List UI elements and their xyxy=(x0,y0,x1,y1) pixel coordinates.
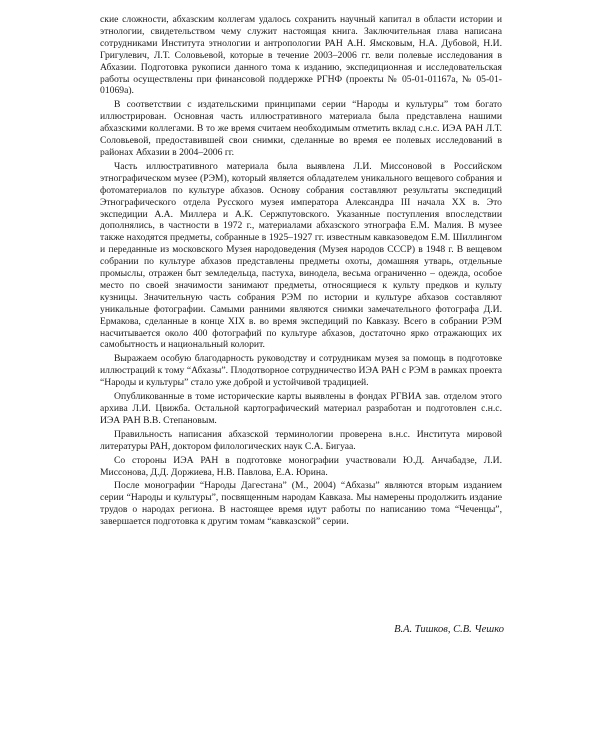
paragraph-gratitude: Выражаем особую благодарность руководству и сотрудникам музея за помощь в подготовке иллюстраций к тому “Абхазы”. Плодотворное сотрудничество ИЭА РАН с РЭМ в рамках проекта “Народы и культуры” стало уже доброй и устойчивой традицией. xyxy=(100,353,502,389)
paragraph-participants: Со стороны ИЭА РАН в подготовке монографии участвовали Ю.Д. Анчабадзе, Л.И. Миссонова, Д.Д. Доржиева, Н.В. Павлова, Е.А. Юрина. xyxy=(100,454,502,478)
paragraph-maps: Опубликованные в томе исторические карты выявлены в фондах РГВИА зав. отделом этого архива Л.И. Цвижба. Остальной картографический материал разработан и подготовлен с.н.с. ИЭА РАН В.В. Степановым. xyxy=(100,391,502,426)
paragraph-illustrations: В соответствии с издательскими принципами серии “Народы и культуры” том богато иллюстрирован. Основная часть иллюстративного материала была представлена нашими абхазскими коллегами. В то же время считаем необходимым отметить вклад с.н.с. ИЭА РАН Л.Т. Соловьевой, предоставившей свои снимки, сделанные во время ее полевых исследований в районах Абхазии в 2004–2006 гг. xyxy=(100,99,502,158)
body-text xyxy=(100,14,502,528)
paragraph-museum-collection: Часть иллюстративного материала была выявлена Л.И. Миссоновой в Российском этнографическом музее (РЭМ), который является обладателем уникального вещевого собрания и фотоматериалов по культуре абхазов. Основу собрания составляют результаты экспедиций Этнографического отдела Русского музея императора Александра III начала ХХ в. Это экспедиции А.А. Миллера и А.К. Сержпутовского. Указанные поступления впоследствии дополнялись, в частности в 1972 г., материалами абхазского этнографа Е.М. Малия. В музее также находятся предметы, собранные в 1925–1927 гг. известным кавказоведом Е.М. Шиллингом и переданные из московского Музея народоведения (Музея народов СССР) в 1948 г. В вещевом собрании по культуре абхазов представлены предметы охоты, домашняя утварь, отдельные промыслы, отражен быт земледельца, пастуха, винодела, весьма ограниченно – одежда, особое место по своей значимости занимают предметы, относящиеся к культу предков и культу кузницы. Значительную часть собрания РЭМ по истории и культуре абхазов составляют уникальные фотографии. Самыми ранними являются снимки замечательного фотографа Д.И. Ермакова, сделанные в конце XIX в. во время экспедиций по Кавказу. Всего в собрании РЭМ насчитывается около 400 фотографий по культуре абхазов, достаточно ярко отражающих их самобытность и национальный колорит. xyxy=(100,160,502,351)
paragraph-continuation: ские сложности, абхазским коллегам удалось сохранить научный капитал в области истории и этнологии, свидетельством чему служит настоящая книга. Заключительная глава написана сотрудниками Института этнологии и антропологии РАН А.Н. Ямсковым, Н.А. Дубовой, Н.И. Григулевич, Л.Т. Соловьевой, которые в течение 2003–2006 гг. вели полевые исследования в Абхазии. Подготовка рукописи данного тома к изданию, экспедиционная и исследовательская работы осуществлены при финансовой поддержке РГНФ (проекты № 05-01-01167а, № 05-01-01069а). xyxy=(100,14,502,97)
authors-signature: В.А. Тишков, С.В. Чешко xyxy=(394,624,504,635)
paragraph-series: После монографии “Народы Дагестана” (М., 2004) “Абхазы” являются вторым изданием серии “Народы и культуры”, посвященным народам Кавказа. Мы намерены продолжить издание трудов о народах региона. В настоящее время идут работы по написанию тома “Чеченцы”, завершается подготовка к другим томам “кавказской” серии. xyxy=(100,480,502,528)
paragraph-terminology: Правильность написания абхазской терминологии проверена в.н.с. Института мировой литературы РАН, доктором филологических наук С.А. Бигуаа. xyxy=(100,428,502,452)
